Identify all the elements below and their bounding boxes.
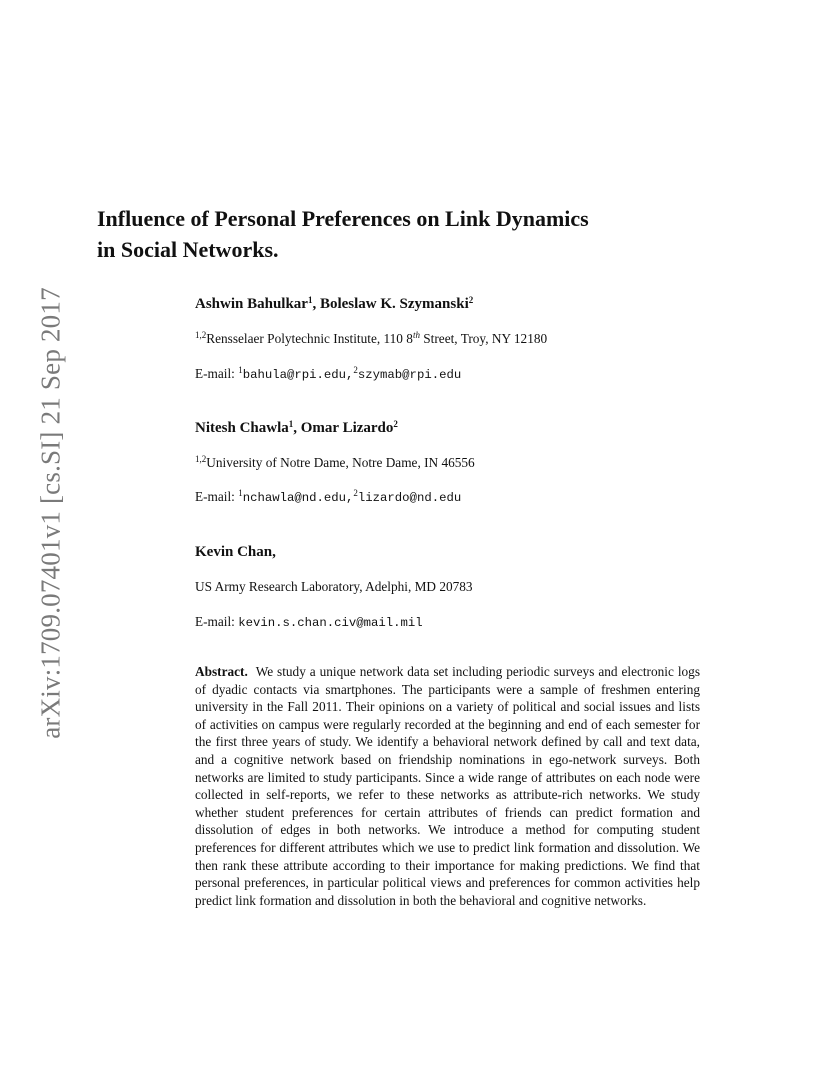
title-line-2: in Social Networks. bbox=[97, 237, 279, 262]
ordinal-suffix: th bbox=[412, 330, 420, 340]
author-footnote: 2 bbox=[468, 295, 474, 305]
email-footnote: 2 bbox=[353, 365, 358, 375]
email-address[interactable]: szymab@rpi.edu bbox=[357, 368, 462, 382]
title-line-1: Influence of Personal Preferences on Link Dynamics bbox=[97, 206, 589, 231]
affiliation-footnote: 1,2 bbox=[195, 330, 207, 340]
affiliation-footnote: 1,2 bbox=[195, 454, 207, 464]
affiliation-1 bbox=[195, 331, 715, 347]
email-footnote: 1 bbox=[238, 365, 243, 375]
author-name: Omar Lizardo bbox=[300, 420, 394, 436]
abstract bbox=[195, 663, 700, 909]
email-footnote: 2 bbox=[353, 488, 358, 498]
affiliation-text: Street, Troy, NY 12180 bbox=[419, 331, 548, 346]
email-address[interactable]: bahula@rpi.edu, bbox=[242, 368, 354, 382]
author-name: Ashwin Bahulkar bbox=[195, 296, 308, 312]
affiliation-text: Rensselaer Polytechnic Institute, 110 8 bbox=[206, 331, 413, 346]
email-footnote: 1 bbox=[238, 488, 243, 498]
email-label: E-mail: bbox=[195, 614, 239, 629]
author-footnote: 2 bbox=[393, 419, 398, 429]
author-line-1: Ashwin Bahulkar$^1$, Boleslaw K. Szymanski$^2$ bbox=[195, 295, 474, 312]
author-footnote: 1 bbox=[307, 295, 313, 305]
affiliation-3 bbox=[195, 579, 715, 595]
author-name: Nitesh Chawla bbox=[195, 420, 289, 436]
affiliation-text: University of Notre Dame, Notre Dame, IN 46556 bbox=[206, 455, 475, 470]
email-label: E-mail: bbox=[195, 489, 239, 504]
arxiv-stamp-text: arXiv:1709.07401v1 [cs.SI] 21 Sep 2017 bbox=[35, 287, 66, 739]
paper-title bbox=[97, 203, 737, 265]
author-line-2: Nitesh Chawla$^1$, Omar Lizardo$^2$ bbox=[195, 419, 398, 436]
email-line-3 bbox=[195, 614, 715, 630]
author-name: Boleslaw K. Szymanski bbox=[319, 296, 469, 312]
affiliation-2 bbox=[195, 455, 715, 471]
email-address[interactable]: nchawla@nd.edu, bbox=[242, 491, 354, 505]
email-line-2 bbox=[195, 489, 715, 505]
affiliation-text: US Army Research Laboratory, Adelphi, MD 20783 bbox=[195, 579, 473, 594]
author-name: Kevin Chan, bbox=[195, 544, 276, 560]
email-label: E-mail: bbox=[195, 366, 239, 381]
email-address[interactable]: kevin.s.chan.civ@mail.mil bbox=[238, 616, 423, 630]
author-footnote: 1 bbox=[288, 419, 294, 429]
email-line-1 bbox=[195, 366, 715, 382]
abstract-text: We study a unique network data set including periodic surveys and electronic logs of dyadic contacts via smartphones. The participants were a sample of freshmen entering university in the Fall 2011. Their opinions on a variety of political and social issues and lists of activities on campus were regularly recorded at the beginning and end of each semester for the first three years of study. We identify a behavioral network defined by call and text data, and a cognitive network based on friendship nominations in ego-network surveys. Both networks are limited to study participants. Since a wide range of attributes on each node were collected in self-reports, we refer to these networks as attribute-rich networks. We study whether student preferences for certain attributes of friends can predict formation and dissolution of edges in both networks. We introduce a method for computing student preferences for different attributes which we use to predict link formation and dissolution. We then rank these attribute according to their importance for making predictions. We find that personal preferences, in particular political views and preferences for common activities help predict link formation and dissolution in both the behavioral and cognitive networks. bbox=[195, 664, 700, 908]
author-line-3 bbox=[195, 544, 715, 561]
abstract-label: Abstract. bbox=[195, 664, 248, 679]
email-address[interactable]: lizardo@nd.edu bbox=[357, 491, 462, 505]
